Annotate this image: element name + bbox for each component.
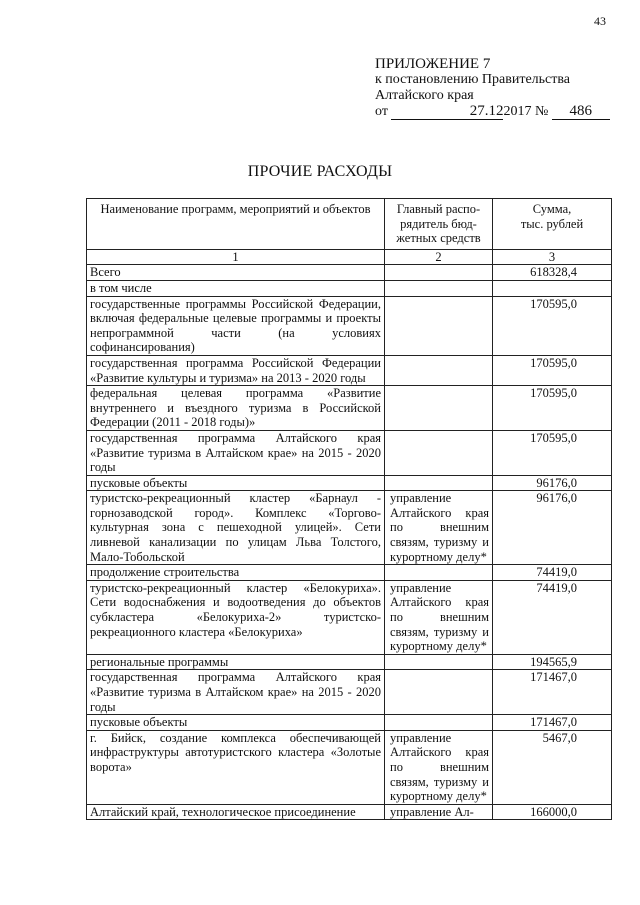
- appendix-title: ПРИЛОЖЕНИЕ 7: [375, 56, 491, 72]
- row-org: [385, 715, 493, 731]
- table-row: [87, 730, 612, 804]
- row-org: управление Алтайского края по внешним связям, туризму и курортному делу*: [385, 491, 493, 565]
- row-sum: 171467,0: [493, 715, 612, 731]
- row-name: государственные программы Российской Федерации, включая федеральные целевые программы и проекты непрограммной части (на условиях софинансирования): [87, 296, 385, 355]
- row-name: продолжение строительства: [87, 565, 385, 581]
- table-row: [87, 386, 612, 431]
- row-org: управление Алтайского края по внешним связям, туризму и курортному делу*: [385, 580, 493, 654]
- page-number: 43: [594, 14, 606, 28]
- row-org: [385, 670, 493, 715]
- row-sum: 96176,0: [493, 491, 612, 565]
- row-org: управление Алтайского края по внешним связям, туризму и курортному делу*: [385, 730, 493, 804]
- table-row: [87, 654, 612, 670]
- row-org: [385, 265, 493, 281]
- row-sum: 96176,0: [493, 475, 612, 491]
- header-sum-line: тыс. рублей: [520, 216, 584, 231]
- row-name: г. Бийск, создание комплекса обеспечивающей инфраструктуры автотуристского кластера «Золотые ворота»: [87, 730, 385, 804]
- table-row: [87, 491, 612, 565]
- document-title: ПРОЧИЕ РАСХОДЫ: [247, 163, 393, 180]
- row-sum: 170595,0: [493, 430, 612, 475]
- row-sum: 194565,9: [493, 654, 612, 670]
- appendix-header: [375, 56, 610, 120]
- row-org: [385, 430, 493, 475]
- from-label: от: [375, 104, 388, 119]
- row-name: туристско-рекреационный кластер «Барнаул - горнозаводской город». Комплекс «Торгово-культурная зона с пешеходной улицей». Сети ливневой канализации по улицам Льва Толстого, Мало-Тобольской: [87, 491, 385, 565]
- row-name: государственная программа Алтайского края «Развитие туризма в Алтайском крае» на 2015 - 2020 годы: [87, 670, 385, 715]
- row-name: в том числе: [87, 280, 385, 296]
- header-cell-name: Наименование программ, мероприятий и объектов: [87, 199, 385, 250]
- appendix-line-3: Алтайского края: [375, 88, 474, 103]
- row-sum: 171467,0: [493, 670, 612, 715]
- table-row: [87, 804, 612, 820]
- table-header-row: [87, 199, 612, 250]
- table-row: [87, 296, 612, 355]
- table-row: [87, 715, 612, 731]
- header-sum-line: Сумма,: [532, 202, 572, 216]
- row-sum: 170595,0: [493, 386, 612, 431]
- row-sum: 74419,0: [493, 580, 612, 654]
- decree-number: 486: [552, 104, 610, 120]
- row-sum: [493, 280, 612, 296]
- date-day-month: 27.12: [391, 104, 503, 120]
- row-sum: 618328,4: [493, 265, 612, 281]
- column-number: 2: [385, 249, 493, 265]
- row-org: [385, 355, 493, 385]
- row-name: пусковые объекты: [87, 475, 385, 491]
- expenses-table: [86, 198, 612, 820]
- row-org: [385, 654, 493, 670]
- table-row: [87, 580, 612, 654]
- row-org: [385, 565, 493, 581]
- table-row: [87, 355, 612, 385]
- date-year: 2017: [503, 104, 532, 119]
- header-org-line: рядитель бюд-: [400, 216, 477, 231]
- row-org: [385, 475, 493, 491]
- row-name: Всего: [87, 265, 385, 281]
- row-name: Алтайский край, технологическое присоединение: [87, 804, 385, 820]
- table-row: [87, 670, 612, 715]
- row-sum: 166000,0: [493, 804, 612, 820]
- header-cell-org: [385, 199, 493, 250]
- column-number: 1: [87, 249, 385, 265]
- row-org: [385, 280, 493, 296]
- header-org-line: Главный распо-: [396, 202, 481, 216]
- header-org-line: жетных средств: [396, 231, 481, 246]
- row-org: управление Ал-: [385, 804, 493, 820]
- table-row: [87, 565, 612, 581]
- header-cell-sum: [493, 199, 612, 250]
- appendix-line-2: к постановлению Правительства: [375, 72, 571, 87]
- number-label: №: [534, 104, 549, 119]
- row-name: государственная программа Алтайского края «Развитие туризма в Алтайском крае» на 2015 - 2020 годы: [87, 430, 385, 475]
- appendix-date-line: [375, 104, 610, 120]
- row-name: федеральная целевая программа «Развитие внутреннего и въездного туризма в Российской Федерации (2011 - 2018 годы)»: [87, 386, 385, 431]
- row-sum: 170595,0: [493, 355, 612, 385]
- row-name: региональные программы: [87, 654, 385, 670]
- column-number: 3: [493, 249, 612, 265]
- row-sum: 5467,0: [493, 730, 612, 804]
- row-sum: 74419,0: [493, 565, 612, 581]
- table-row: [87, 280, 612, 296]
- table-row: [87, 430, 612, 475]
- row-name: туристско-рекреационный кластер «Белокуриха». Сети водоснабжения и водоотведения до объектов субкластера «Белокуриха-2» туристско-рекреационного кластера «Белокуриха»: [87, 580, 385, 654]
- row-org: [385, 296, 493, 355]
- table-row: [87, 475, 612, 491]
- row-name: государственная программа Российской Федерации «Развитие культуры и туризма» на 2013 - 2020 годы: [87, 355, 385, 385]
- row-sum: 170595,0: [493, 296, 612, 355]
- column-number-row: [87, 249, 612, 265]
- table-row: [87, 265, 612, 281]
- row-org: [385, 386, 493, 431]
- row-name: пусковые объекты: [87, 715, 385, 731]
